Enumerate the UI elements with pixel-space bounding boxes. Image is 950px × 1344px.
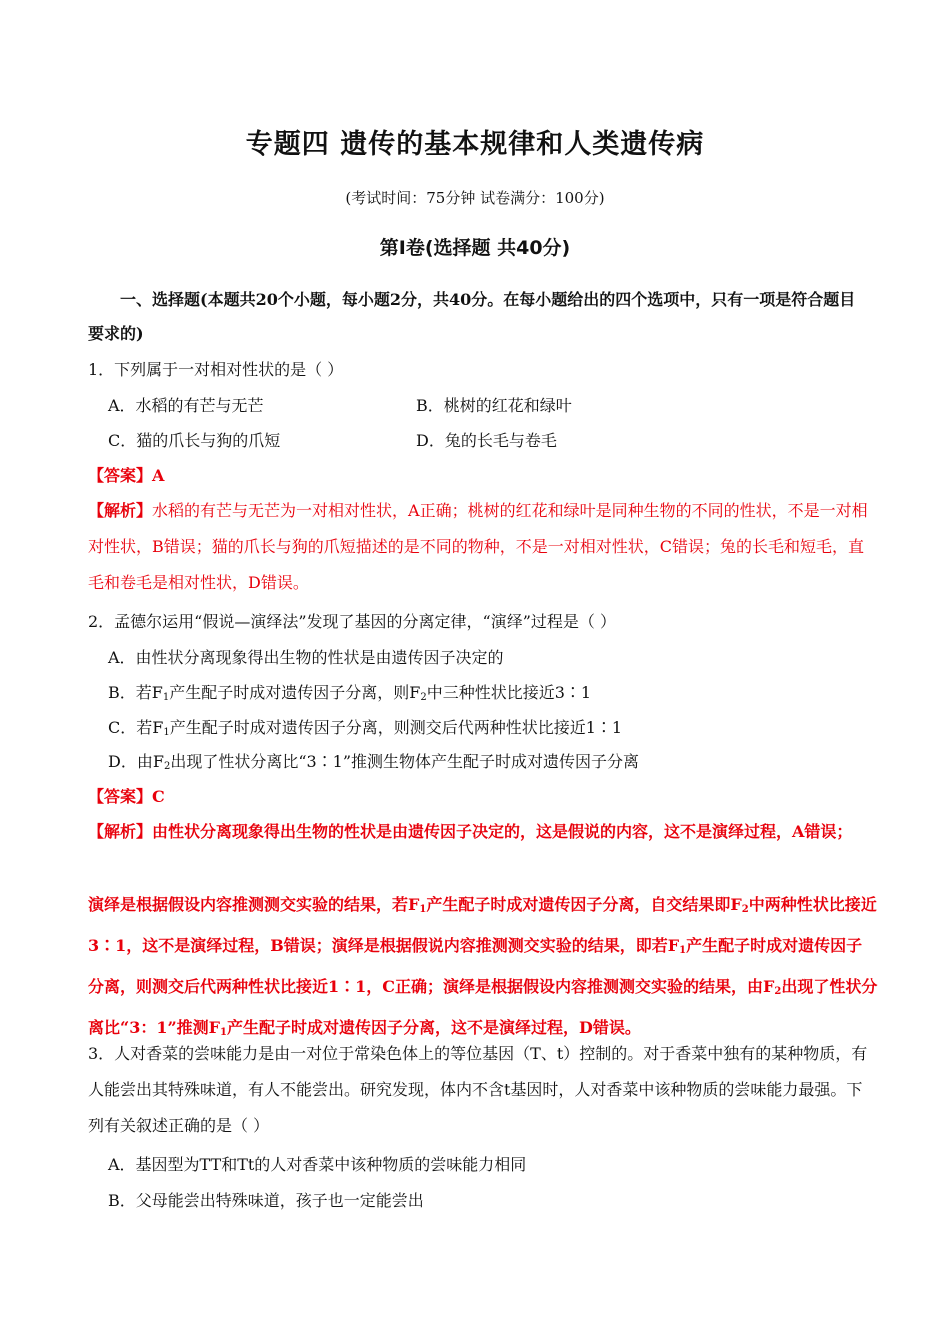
question-2-answer: 【答案】C xyxy=(88,787,165,806)
text-part: C．若F xyxy=(108,718,164,737)
question-1-stem: 1．下列属于一对相对性状的是（ ） xyxy=(88,360,344,379)
subscript: 1 xyxy=(679,945,687,956)
subscript: 1 xyxy=(163,727,170,738)
subscript: 2 xyxy=(163,761,171,772)
question-1-option-d: D．兔的长毛与卷毛 xyxy=(416,431,557,450)
question-2-option-a: A．由性状分离现象得出生物的性状是由遗传因子决定的 xyxy=(108,648,504,667)
question-1-option-a: A．水稻的有芒与无芒 xyxy=(108,396,264,415)
subscript: 2 xyxy=(420,692,427,703)
analysis-text: 由性状分离现象得出生物的性状是由遗传因子决定的，这是假说的内容，这不是演绎过程，A错误； xyxy=(152,822,853,841)
question-2-analysis-2 xyxy=(88,887,878,1051)
text-part: D．由F xyxy=(108,752,164,771)
subscript: 2 xyxy=(741,904,749,915)
text-part: 产生配子时成对遗传因子分离，则F xyxy=(169,683,421,702)
subscript: 1 xyxy=(162,692,170,703)
analysis-label: 【解析】 xyxy=(88,822,153,841)
text-part: 产生配子时成对遗传因子分离，则测交后代两种性状比接近1∶1，C正确；演绎是根据假设内容推测测交实验的结果，由F xyxy=(88,936,863,996)
question-3-option-b: B．父母能尝出特殊味道，孩子也一定能尝出 xyxy=(108,1191,424,1210)
question-3-stem: 3．人对香菜的尝味能力是由一对位于常染色体上的等位基因（T、t）控制的。对于香菜中独有的某种物质，有人能尝出其特殊味道，有人不能尝出。研究发现，体内不含t基因时，人对香菜中该种物质的尝味能力最强。下列有关叙述正确的是（ ） xyxy=(88,1044,868,1135)
page-title: 专题四 遗传的基本规律和人类遗传病 xyxy=(245,129,705,160)
text-part: 产生配子时成对遗传因子分离，则测交后代两种性状比接近1∶1 xyxy=(169,718,623,737)
analysis-label: 【解析】 xyxy=(88,501,153,520)
text-part: 中三种性状比接近3∶1 xyxy=(426,683,592,702)
subscript: 1 xyxy=(419,904,427,915)
question-3-option-a: A．基因型为TT和Tt的人对香菜中该种物质的尝味能力相同 xyxy=(108,1155,527,1174)
text-part: 出现了性状分离比“3：1”推测F xyxy=(88,977,878,1037)
question-2-stem: 2．孟德尔运用“假说—演绎法”发现了基因的分离定律，“演绎”过程是（ ） xyxy=(88,612,616,631)
text-part: 中两种性状比接近3∶1，这不是演绎过程，B错误；演绎是根据假说内容推测测交实验的结果，即若F xyxy=(88,895,877,955)
question-1-option-c: C．猫的爪长与狗的爪短 xyxy=(108,431,281,450)
exam-info: (考试时间：75分钟 试卷满分：100分) xyxy=(345,189,605,207)
question-1-answer: 【答案】A xyxy=(88,466,165,485)
analysis-text: 水稻的有芒与无芒为一对相对性状，A正确；桃树的红花和绿叶是同种生物的不同的性状，不是一对相对性状，B错误；猫的爪长与狗的爪短描述的是不同的物种，不是一对相对性状，C错误；兔的长毛和短毛，直毛和卷毛是相对性状，D错误。 xyxy=(88,501,868,592)
text-part: 产生配子时成对遗传因子分离，自交结果即F xyxy=(426,895,742,914)
section-instructions: 一、选择题(本题共20个小题，每小题2分，共40分。在每小题给出的四个选项中，只有一项是符合题目要求的) xyxy=(88,290,856,343)
text-part: 出现了性状分离比“3∶1”推测生物体产生配子时成对遗传因子分离 xyxy=(170,752,640,771)
question-1-analysis xyxy=(88,493,878,601)
subscript: 1 xyxy=(220,1027,228,1038)
text-part: 演绎是根据假设内容推测测交实验的结果，若F xyxy=(88,895,420,914)
question-2-analysis-1 xyxy=(88,814,878,850)
question-1-option-b: B．桃树的红花和绿叶 xyxy=(416,396,572,415)
text-part: 产生配子时成对遗传因子分离，这不是演绎过程，D错误。 xyxy=(227,1018,641,1037)
text-part: B．若F xyxy=(108,683,163,702)
subscript: 2 xyxy=(774,986,782,997)
question-2-option-d xyxy=(108,744,639,785)
volume-heading: 第Ⅰ卷(选择题 共40分) xyxy=(379,237,571,259)
